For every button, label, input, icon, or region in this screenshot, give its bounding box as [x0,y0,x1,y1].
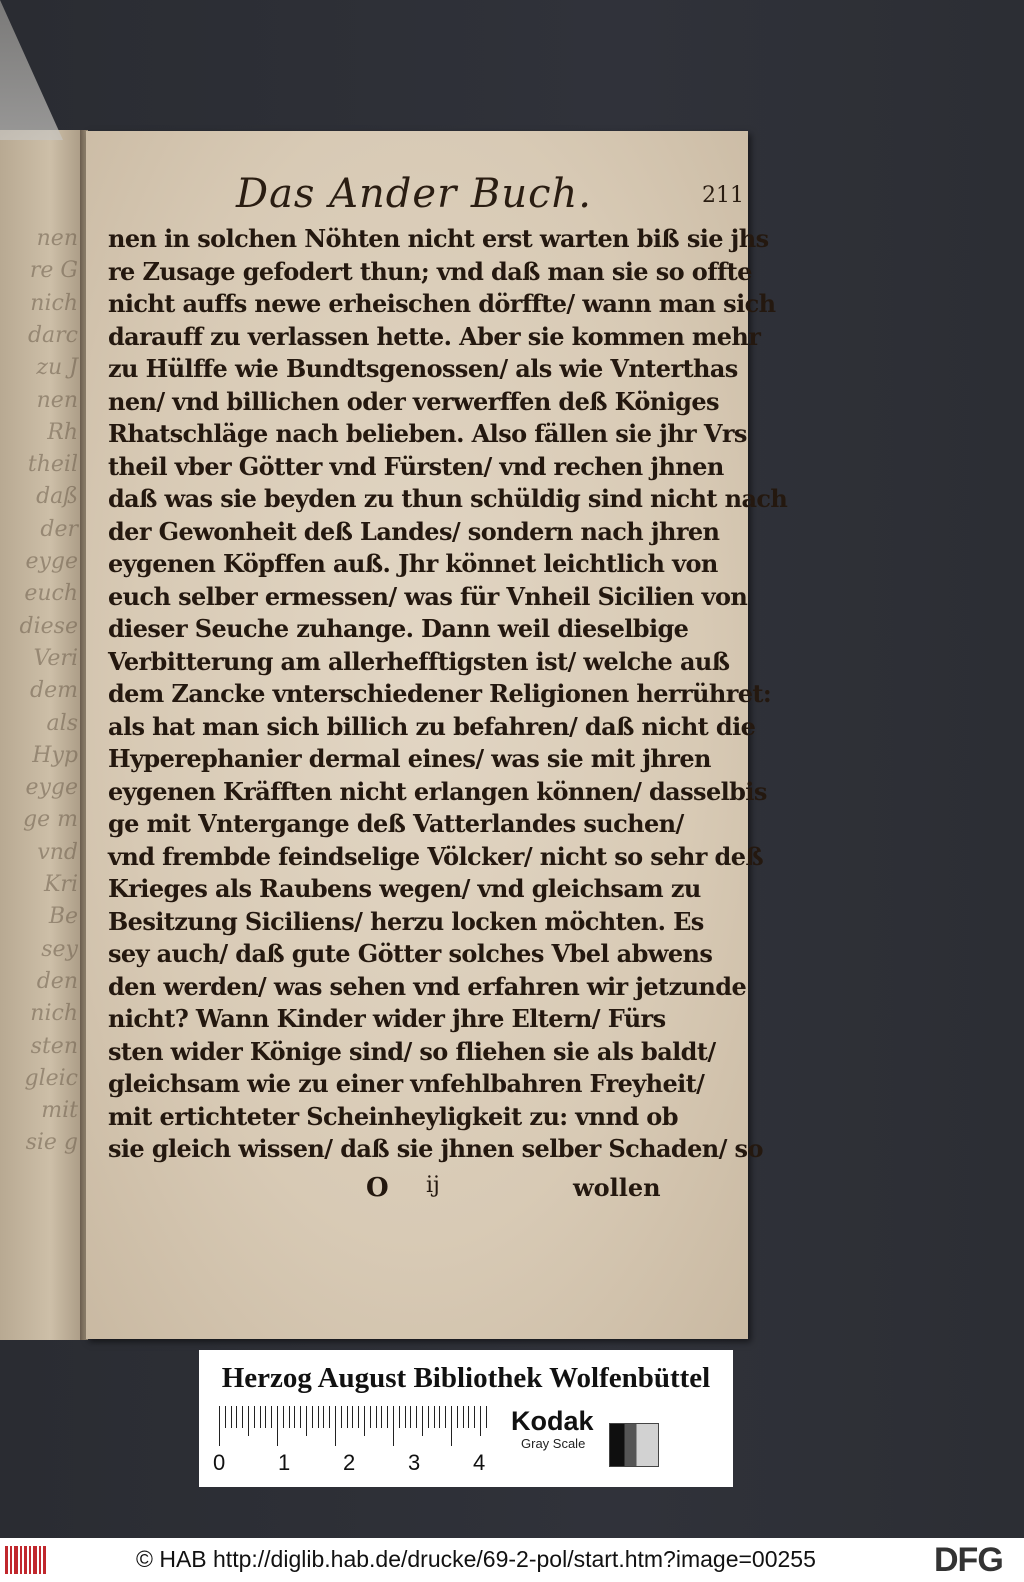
text-line: nicht auffs newe erheischen dörffte/ wann man sich [108,289,776,318]
ruler-tick [468,1406,469,1428]
ruler-number: 1 [278,1450,291,1475]
text-line: nicht? Wann Kinder wider jhre Eltern/ Fürs [108,1004,666,1033]
text-line: als hat man sich billich zu befahren/ daß nicht die [108,711,756,741]
ruler-tick [335,1406,336,1446]
ruler-tick [265,1406,266,1428]
text-line: darauff zu verlassen hette. Aber sie kommen mehr [108,321,761,351]
viewer-footer [0,1538,1024,1582]
ruler-tick [457,1406,458,1428]
left-page-fragment: daß [36,484,78,510]
ruler-tick [300,1406,301,1428]
left-page-fragment: als [46,710,78,736]
ruler-tick [445,1406,446,1428]
ruler-tick [219,1406,220,1446]
left-page-fragment: sie g [25,1130,78,1156]
left-page-fragment: darc [27,322,78,348]
ruler-tick [347,1406,348,1428]
text-line: sey auch/ daß gute Götter solches Vbel abwens [108,939,713,968]
signature-mark: O [366,1173,389,1203]
left-page-fragment: dem [30,678,78,704]
text-line: sie gleich wissen/ daß sie jhnen selber Schaden/ so [108,1134,763,1163]
left-page-fragment: Be [48,904,78,930]
ruler-tick [480,1406,481,1436]
left-page-fragment: der [40,516,78,542]
ruler-tick [463,1406,464,1428]
ruler-tick [323,1406,324,1428]
text-line: re Zusage gefodert thun; vnd daß man sie so offte [108,256,752,286]
ruler-tick [486,1406,487,1428]
ruler-tick [248,1406,249,1436]
ruler-tick [428,1406,429,1428]
text-line: eygenen Köpffen auß. Jhr könnet leichtlich von [108,549,718,578]
text-line: Hyperephanier dermal eines/ was sie mit jhren [108,744,711,773]
library-name: Herzog August Bibliothek Wolfenbüttel [221,1362,711,1394]
ruler-number: 3 [408,1450,421,1475]
ruler-tick [364,1406,365,1436]
text-line: nen/ vnd billichen oder verwerffen deß Königes [108,386,719,416]
ruler-tick [451,1406,452,1446]
left-page-fragment: Veri [33,645,78,671]
book-page [86,131,788,1339]
ruler-tick [358,1406,359,1428]
copyright-link[interactable]: © HAB http://diglib.hab.de/drucke/69-2-pol/start.htm?image=00255 [136,1546,816,1572]
kodak-logo: Kodak [511,1406,594,1436]
ruler-tick [242,1406,243,1428]
signature-number: ij [426,1173,440,1198]
text-line: gleichsam wie zu einer vnfehlbahren Freyheit/ [108,1069,705,1098]
text-line: der Gewonheit deß Landes/ sondern nach jhren [108,516,720,546]
ruler-tick [434,1406,435,1428]
ruler-tick [416,1406,417,1428]
gray-scale-patch [609,1423,659,1467]
ruler-tick [254,1406,255,1428]
ruler-tick [236,1406,237,1428]
ruler-tick [410,1406,411,1428]
page-text [108,223,788,1166]
text-line: Rhatschläge nach belieben. Also fällen sie jhr Vrs [108,419,747,448]
text-line: vnd frembde feindselige Völcker/ nicht so sehr deß [108,841,763,871]
left-page-fragment: eyge [25,775,78,801]
left-page-fragment: theil [27,452,78,478]
ruler-tick [381,1406,382,1428]
dfg-logo: DFG [934,1541,1003,1579]
left-page-fragment: mit [41,1098,78,1124]
ruler-tick [399,1406,400,1428]
ruler-tick [306,1406,307,1436]
ruler-tick [312,1406,313,1428]
text-line: dem Zancke vnterschiedener Religionen herrühret: [108,679,772,708]
left-page-fragment: zu J [36,355,78,381]
ruler-tick [393,1406,394,1446]
left-page-fragment: nen [36,387,78,413]
ruler-number: 2 [343,1450,356,1475]
ruler-tick [341,1406,342,1428]
text-line: zu Hülffe wie Bundtsgenossen/ als wie Vnterthas [108,354,738,383]
ruler-tick [370,1406,371,1428]
text-line: Besitzung Siciliens/ herzu locken möchten. Es [108,906,704,936]
ruler-tick [376,1406,377,1428]
ruler-number: 4 [473,1450,486,1475]
text-line: mit ertichteter Scheinheyligkeit zu: vnnd ob [108,1101,678,1131]
ruler-tick [271,1406,272,1428]
gray-scale-caption: Gray Scale [521,1436,586,1451]
left-page-fragment: Kri [44,872,78,897]
library-label [199,1350,733,1487]
ruler-tick [329,1406,330,1428]
left-page-fragment: vnd [37,839,78,865]
ruler-tick [225,1406,226,1428]
left-page-fragment: nich [30,1001,78,1027]
left-page-fragment: euch [24,581,78,607]
ruler-tick [277,1406,278,1446]
hab-barcode-icon [4,1546,48,1574]
left-page-fragment: ge m [23,807,78,833]
ruler-tick [405,1406,406,1428]
ruler-tick [352,1406,353,1428]
scale-ruler [219,1406,495,1446]
text-line: nen in solchen Nöhten nicht erst warten biß sie jhs [108,224,769,253]
ruler-tick [318,1406,319,1428]
page-header [236,171,744,231]
text-line: Verbitterung am allerhefftigsten ist/ welche auß [108,646,730,676]
ruler-number: 0 [213,1450,226,1475]
page-number: 211 [702,183,744,208]
ruler-tick [289,1406,290,1428]
ruler-tick [283,1406,284,1428]
left-page-fragment: sey [41,936,78,962]
text-line: den werden/ was sehen vnd erfahren wir jetzunde [108,971,747,1001]
left-page-fragment: re G [29,258,78,284]
left-page-fragment: den [36,968,78,994]
catchword: wollen [573,1173,661,1202]
ruler-tick [474,1406,475,1428]
running-head: Das Ander Buch. [236,171,592,217]
left-page-fragment: nen [36,226,78,251]
text-line: daß was sie beyden zu thun schüldig sind nicht nach [108,484,788,513]
ruler-tick [231,1406,232,1428]
text-line: ge mit Vntergange deß Vatterlandes suchen/ [108,809,684,838]
left-page-fragment: Rh [47,419,78,445]
ruler-tick [422,1406,423,1436]
text-line: eygenen Kräfften nicht erlangen können/ dasselbis [108,776,767,806]
left-page-fragment: Hyp [32,742,78,768]
text-line: sten wider Könige sind/ so fliehen sie als baldt/ [108,1036,716,1066]
left-page-fragment: sten [30,1033,78,1059]
left-page-fragment: gleic [24,1065,78,1091]
left-page-fragment: eyge [25,549,78,574]
text-line: theil vber Götter vnd Fürsten/ vnd rechen jhnen [108,451,724,481]
ruler-tick [260,1406,261,1428]
left-page-fragment: nich [30,290,78,316]
text-line: dieser Seuche zuhange. Dann weil dieselbige [108,614,689,643]
ruler-tick [294,1406,295,1428]
left-page-edge [0,130,84,1340]
left-page-fragment: diese [19,613,78,639]
text-line: Krieges als Raubens wegen/ vnd gleichsam zu [108,874,701,903]
ruler-tick [439,1406,440,1428]
text-line: euch selber ermessen/ was für Vnheil Sicilien von [108,581,748,611]
ruler-tick [387,1406,388,1428]
